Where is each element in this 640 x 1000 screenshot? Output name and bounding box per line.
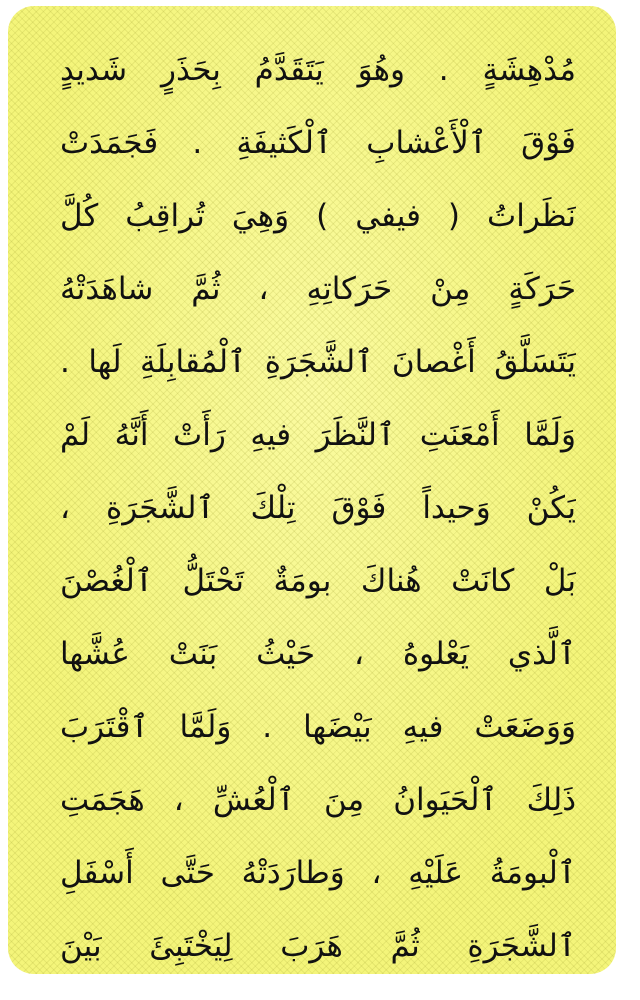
text-line: فَوْقَ ٱلْأَعْشابِ ٱلْكَثيفَةِ . فَجَمَدَتْ [60, 125, 576, 161]
text-line: نَظَراتُ ( فيفي ) وَهِيَ تُراقِبُ كُلَّ [60, 198, 576, 234]
text-line: حَرَكَةٍ مِنْ حَرَكاتِهِ ، ثُمَّ شاهَدَتْهُ [60, 271, 576, 307]
text-line: وَلَمَّا أَمْعَنَتِ ٱلنَّظَرَ فيهِ رَأَتْ أَنَّهُ لَمْ [60, 417, 576, 453]
text-line: وَوَضَعَتْ فيهِ بَيْضَها . وَلَمَّا ٱقْتَرَبَ [60, 709, 576, 745]
yellow-text-card [8, 6, 616, 974]
text-line: ذَلِكَ ٱلْحَيَوانُ مِنَ ٱلْعُشِّ ، هَجَمَتِ [60, 782, 576, 818]
text-line: مُدْهِشَةٍ . وهُوَ يَتَقَدَّمُ بِحَذَرٍ شَديدٍ [60, 52, 576, 88]
text-line: ٱلشَّجَرَةِ ثُمَّ هَرَبَ لِيَخْتَبِئَ بَيْنَ [60, 928, 576, 964]
text-line: ٱلَّذي يَعْلوهُ ، حَيْثُ بَنَتْ عُشَّها [60, 636, 576, 672]
text-line: بَلْ كانَتْ هُناكَ بومَةٌ تَحْتَلُّ ٱلْغُصْنَ [60, 563, 576, 599]
text-line: ٱلْبومَةُ عَلَيْهِ ، وَطارَدَتْهُ حَتَّى أَسْفَلِ [60, 855, 576, 891]
text-line: يَتَسَلَّقُ أَغْصانَ ٱلشَّجَرَةِ ٱلْمُقابِلَةِ لَها . [60, 344, 576, 380]
text-line: يَكُنْ وَحيداً فَوْقَ تِلْكَ ٱلشَّجَرَةِ ، [60, 490, 576, 526]
arabic-text-block [60, 34, 576, 974]
